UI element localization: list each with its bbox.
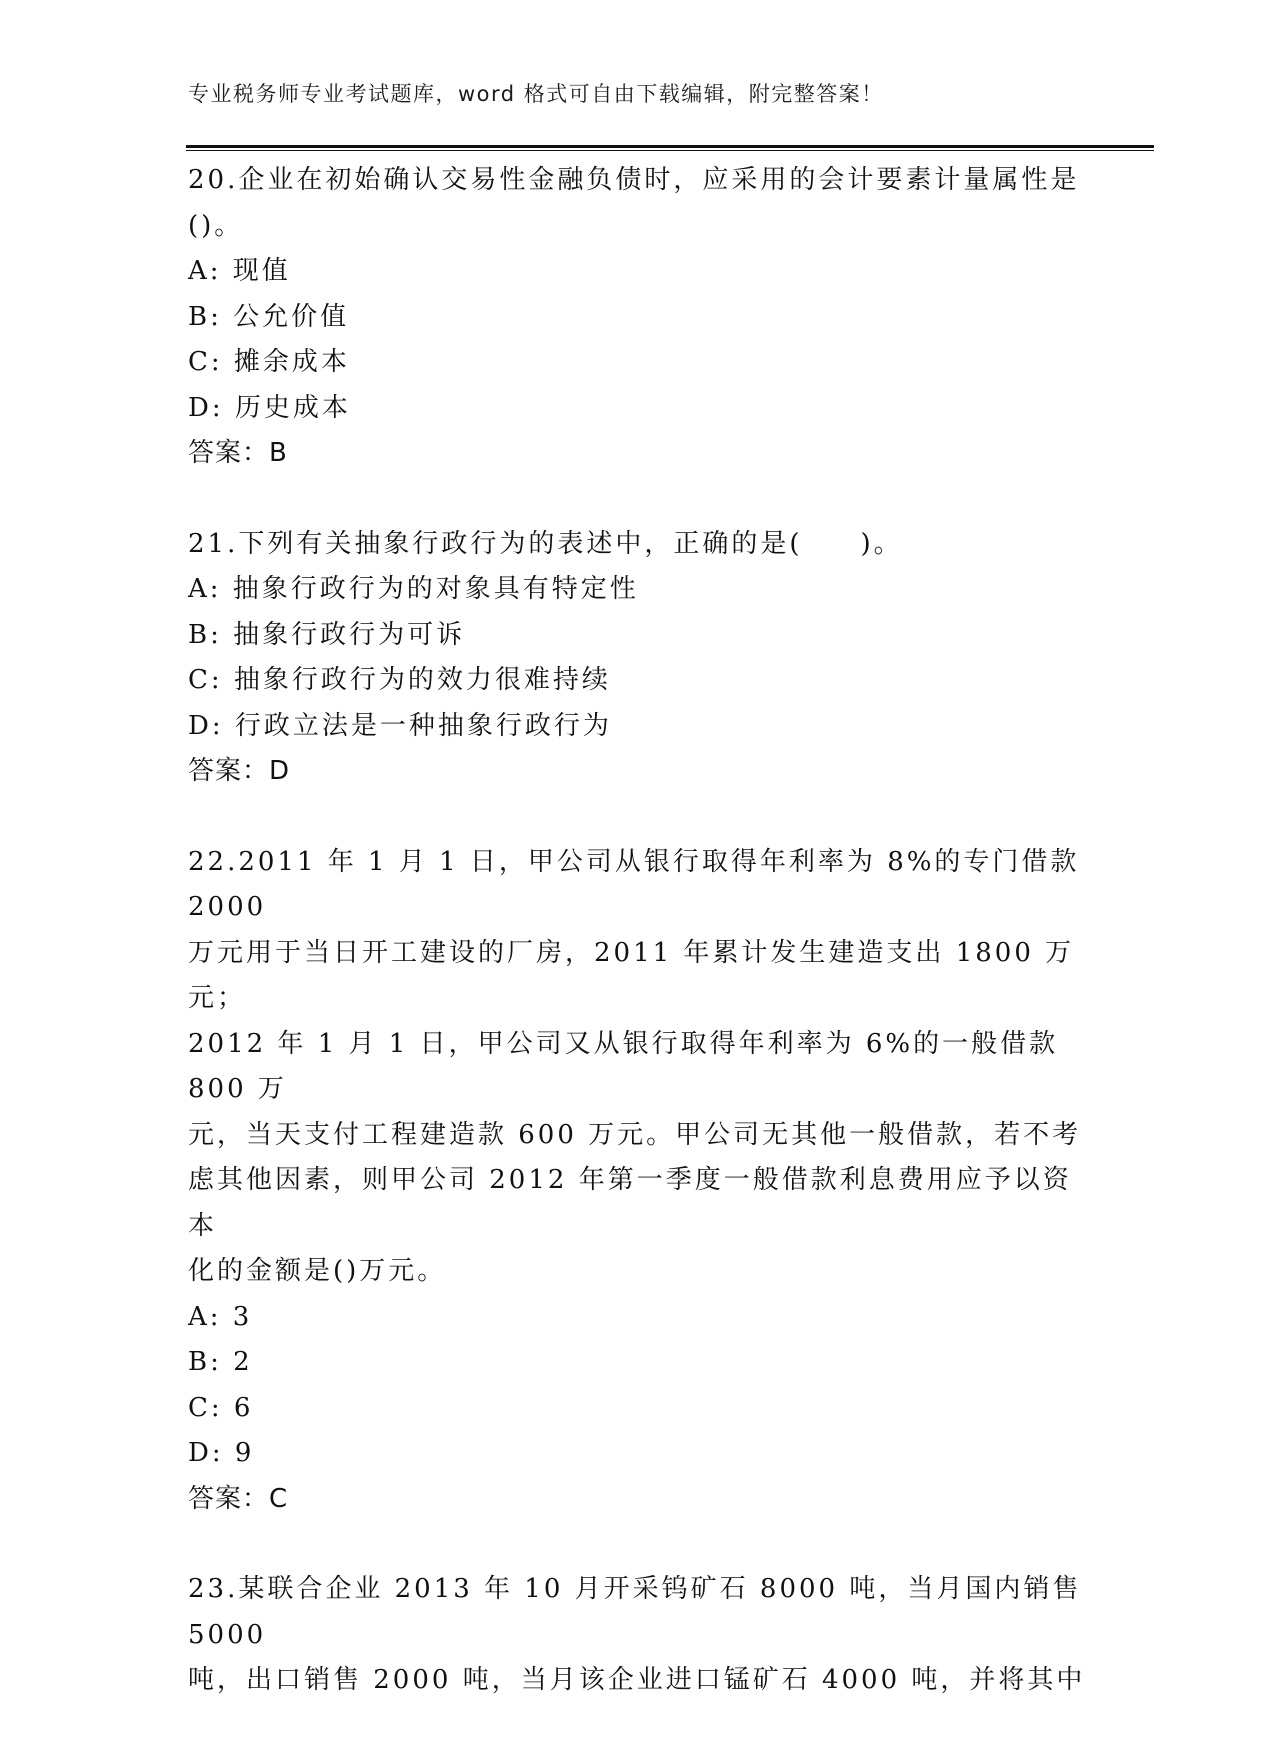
header-rule-thin: [186, 150, 1154, 151]
question-21: [188, 522, 1088, 795]
question-stem-line: 元，当天支付工程建造款 600 万元。甲公司无其他一般借款，若不考: [188, 1119, 1082, 1150]
answer-label: 答案：: [188, 438, 270, 468]
option-d: D: 历史成本: [188, 392, 351, 423]
option-d: D: 9: [188, 1438, 255, 1468]
option-c: C: 抽象行政行为的效力很难持续: [188, 665, 611, 695]
option-c: C: 6: [188, 1392, 254, 1423]
answer-label: 答案：: [188, 1483, 270, 1514]
answer-value: D: [269, 756, 291, 786]
question-stem-line: 万元用于当日开工建设的厂房，2011 年累计发生建造支出 1800 万元；: [188, 937, 1075, 1013]
question-20: [188, 158, 1088, 477]
question-23: [188, 1567, 1093, 1704]
answer-value: C: [269, 1483, 289, 1514]
question-stem-line: 虑其他因素，则甲公司 2012 年第一季度一般借款利息费用应予以资本: [188, 1165, 1072, 1241]
question-stem-line: 20.企业在初始确认交易性金融负债时，应采用的会计要素计量属性是: [188, 165, 1080, 195]
header-rule: [186, 145, 1154, 148]
answer-line: [188, 1477, 1088, 1523]
question-stem-line: 23.某联合企业 2013 年 10 月开采钨矿石 8000 吨，当月国内销售 5000: [188, 1574, 1093, 1650]
answer-line: [188, 431, 1088, 477]
option-d: D: 行政立法是一种抽象行政行为: [188, 710, 612, 741]
option-b: B: 2: [188, 1347, 253, 1377]
option-a: A: 抽象行政行为的对象具有特定性: [188, 574, 639, 604]
question-stem-line: 化的金额是()万元。: [188, 1256, 447, 1286]
question-stem-line: ()。: [188, 210, 244, 241]
question-list: [188, 158, 1093, 1749]
option-a: A: 3: [188, 1301, 253, 1332]
option-c: C: 摊余成本: [188, 347, 350, 377]
question-stem-line: 2012 年 1 月 1 日，甲公司又从银行取得年利率为 6%的一般借款 800 万: [188, 1028, 1070, 1104]
answer-line: [188, 749, 1088, 795]
question-stem-line: 吨，出口销售 2000 吨，当月该企业进口锰矿石 4000 吨，并将其中: [188, 1665, 1086, 1695]
question-stem-line: 22.2011 年 1 月 1 日，甲公司从银行取得年利率为 8%的专门借款 2000: [188, 846, 1091, 922]
question-22: [188, 840, 1091, 1523]
document-header: 专业税务师专业考试题库，word 格式可自由下载编辑，附完整答案！: [188, 82, 884, 106]
option-b: B: 公允价值: [188, 301, 350, 332]
answer-label: 答案：: [188, 756, 270, 786]
option-a: A: 现值: [188, 256, 291, 286]
answer-value: B: [269, 438, 288, 468]
question-stem-line: 21.下列有关抽象行政行为的表述中，正确的是( )。: [188, 528, 903, 559]
option-b: B: 抽象行政行为可诉: [188, 619, 466, 650]
